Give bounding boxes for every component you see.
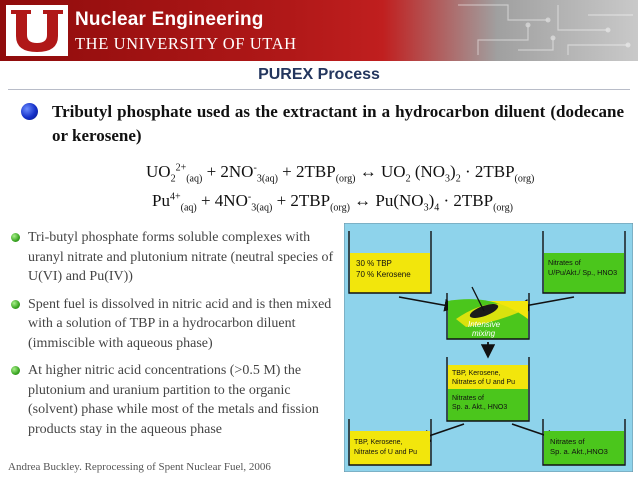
circuit-pattern-decoration bbox=[438, 0, 638, 61]
main-bullet-icon bbox=[21, 103, 38, 120]
university-u-logo[interactable] bbox=[6, 5, 68, 56]
uranium-equation: $UO_2^{2+}_{(aq)} + 2NO^-_{3(aq)} + 2TBP_{(org)}$ ↔ $UO_2$ $(NO_3)_2 \cdot 2TBP_{(org)}$ bbox=[146, 162, 535, 185]
slide-title: PUREX Process bbox=[258, 66, 380, 83]
list-item bbox=[8, 228, 342, 287]
separation-aqueous-line1: Nitrates of bbox=[452, 395, 484, 402]
aqueous-output-line2: Sp. a. Akt.,HNO3 bbox=[550, 447, 608, 456]
mixing-line1: Intensive bbox=[468, 320, 501, 329]
header-banner bbox=[0, 0, 638, 61]
bullet-text: At higher nitric acid concentrations (>0.5 M) the plutonium and uranium partition to the organic (solvent) phase while most of the metals and fission products stay in the aqueous phase bbox=[28, 363, 319, 437]
bullet-icon bbox=[11, 300, 20, 309]
title-divider bbox=[8, 89, 630, 90]
tank-tbp-line1: 30 % TBP bbox=[356, 259, 392, 268]
organic-output-line1: TBP, Kerosene, bbox=[354, 439, 403, 446]
bullet-icon bbox=[11, 233, 20, 242]
aqueous-output-line1: Nitrates of bbox=[550, 437, 585, 446]
bullet-text: Tri-butyl phosphate forms soluble complexes with uranyl nitrate and plutonium nitrate (neutral species of U(VI) and Pu(IV)) bbox=[28, 230, 334, 284]
department-name: Nuclear Engineering bbox=[75, 9, 264, 30]
list-item bbox=[8, 361, 342, 439]
bullet-list bbox=[8, 228, 342, 447]
tank-nitrates-line1: Nitrates of bbox=[548, 258, 581, 267]
tank-tbp-line2: 70 % Kerosene bbox=[356, 270, 411, 279]
main-bullet-text: Tributyl phosphate used as the extractant in a hydrocarbon diluent (dodecane or kerosene) bbox=[52, 102, 624, 145]
separation-aqueous-line2: Sp. a. Akt., HNO3 bbox=[452, 404, 508, 411]
organic-output-line2: Nitrates of U and Pu bbox=[354, 449, 418, 456]
bullet-icon bbox=[11, 366, 20, 375]
list-item bbox=[8, 295, 342, 354]
citation: Andrea Buckley. Reprocessing of Spent Nuclear Fuel, 2006 bbox=[8, 461, 271, 473]
mixing-line2: mixing bbox=[472, 329, 496, 338]
separation-tank bbox=[447, 357, 529, 421]
bullet-text: Spent fuel is dissolved in nitric acid and is then mixed with a solution of TBP in a hydrocarbon diluent (immiscible with aqueous phase) bbox=[28, 296, 332, 351]
plutonium-equation: $Pu^{4+}_{(aq)} + 4NO^-_{3(aq)} + 2TBP_{(org)}$ ↔ $Pu(NO_3)_4 \cdot 2TBP_{(org)}$ bbox=[152, 191, 513, 214]
university-name: THE UNIVERSITY OF UTAH bbox=[75, 34, 297, 53]
purex-process-diagram bbox=[344, 223, 633, 472]
tank-nitrates-line2: U/Pu/Akt./ Sp., HNO3 bbox=[548, 268, 618, 277]
separation-organic-line2: Nitrates of U and Pu bbox=[452, 379, 516, 386]
separation-organic-line1: TBP, Kerosene, bbox=[452, 370, 501, 377]
